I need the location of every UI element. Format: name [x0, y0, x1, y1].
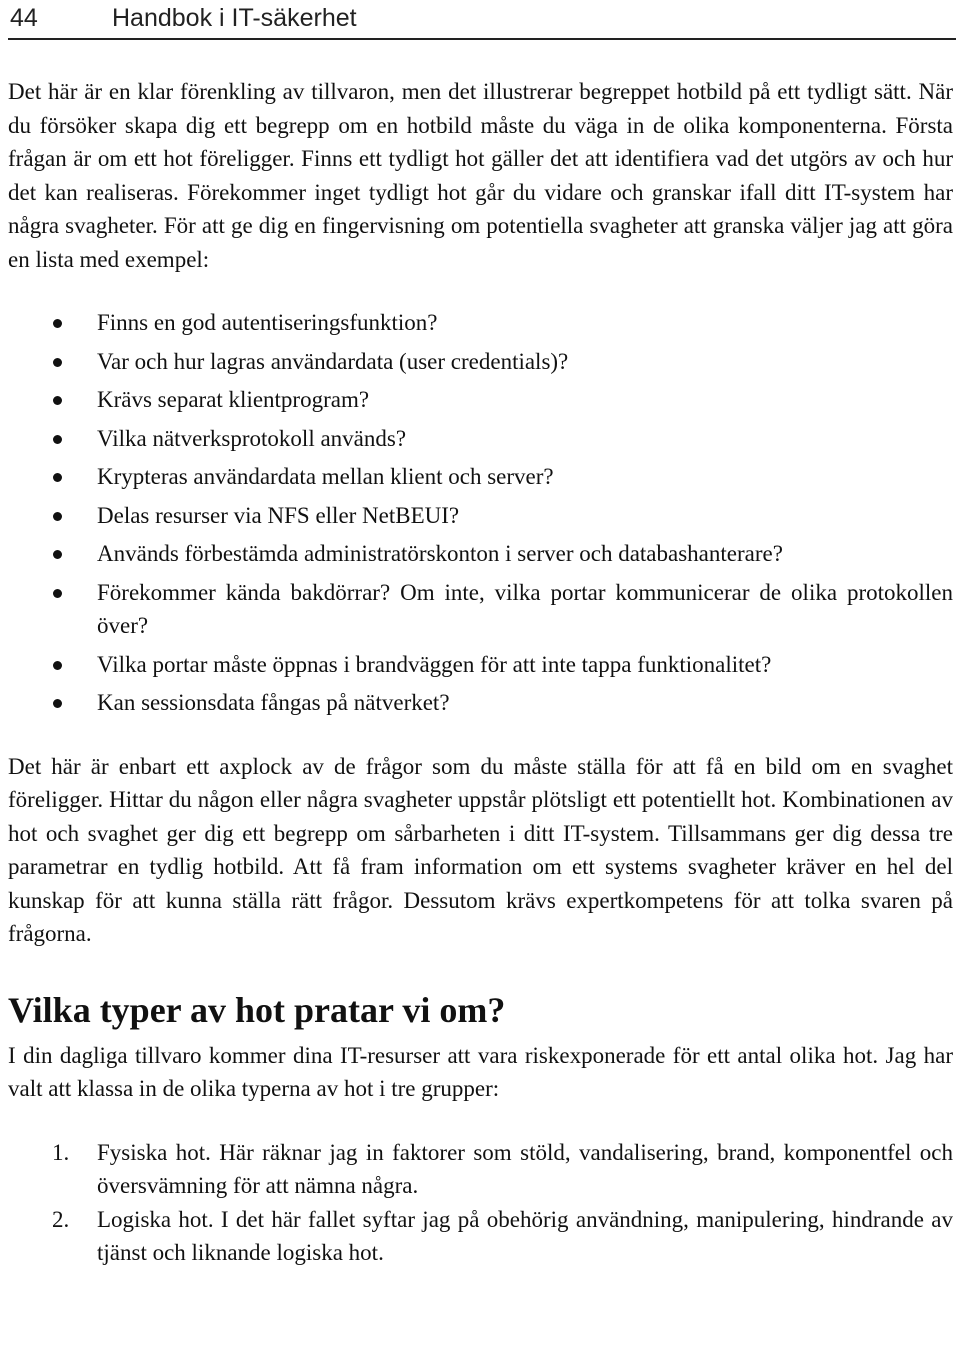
page-header — [8, 0, 956, 40]
summary-paragraph: Det här är enbart ett axplock av de frågor som du måste ställa för att få en bild om en svaghet föreligger. Hittar du någon eller några svagheter uppstår plötsligt ett potentiellt hot. Kombinationen av hot och svaghet ger dig ett begrepp om sårbarheten i ditt IT-system. Tillsammans ger dig dessa tre parametrar en tydlig hotbild. Att få fram information om ett systems svagheter kräver en hel del kunskap för att kunna ställa rätt frågor. Dessutom krävs expertkompetens för att tolka svaren på frågorna. — [8, 753, 953, 946]
page-number: 44 — [10, 4, 38, 32]
list-item — [8, 1136, 953, 1203]
item-text: Logiska hot. I det här fallet syftar jag på obehörig användning, manipulering, hindrande av tjänst och liknande logiska hot. — [97, 1206, 953, 1265]
list-item: Vilka portar måste öppnas i brandväggen för att inte tappa funktionalitet? — [8, 648, 953, 682]
list-item: Krypteras användardata mellan klient och server? — [8, 460, 953, 494]
book-title: Handbok i IT-säkerhet — [112, 4, 357, 32]
list-item — [8, 1203, 953, 1270]
list-item: Vilka nätverksprotokoll används? — [8, 422, 953, 456]
section-heading: Vilka typer av hot pratar vi om? — [8, 989, 506, 1030]
item-text: Fysiska hot. Här räknar jag in faktorer som stöld, vandalisering, brand, komponentfel och översvämning för att nämna några. — [97, 1139, 953, 1198]
list-item: Förekommer kända bakdörrar? Om inte, vilka portar kommunicerar de olika protokollen över? — [8, 576, 953, 643]
list-item: Finns en god autentiseringsfunktion? — [8, 306, 953, 340]
item-number: 1. — [52, 1139, 70, 1165]
list-item: Var och hur lagras användardata (user credentials)? — [8, 345, 953, 379]
threat-group-list — [8, 1136, 953, 1270]
list-item: Används förbestämda administratörskonton i server och databashanterare? — [8, 537, 953, 571]
item-number: 2. — [52, 1206, 70, 1232]
section-intro: I din dagliga tillvaro kommer dina IT-resurser att vara riskexponerade för ett antal olika hot. Jag har valt att klassa in de olika typerna av hot i tre grupper: — [8, 1042, 953, 1101]
page-body — [8, 75, 953, 1270]
question-list — [8, 306, 953, 720]
list-item: Kan sessionsdata fångas på nätverket? — [8, 686, 953, 720]
list-item: Delas resurser via NFS eller NetBEUI? — [8, 499, 953, 533]
list-item: Krävs separat klientprogram? — [8, 383, 953, 417]
intro-paragraph: Det här är en klar förenkling av tillvaron, men det illustrerar begreppet hotbild på ett tydligt sätt. När du försöker skapa dig ett begrepp om en hotbild måste du väga in de olika komponenterna. Första frågan är om ett hot föreligger. Finns ett tydligt hot gäller det att identifiera vad det utgörs av och hur det kan realiseras. Förekommer inget tydligt hot går du vidare och granskar ifall ditt IT-system har några svagheter. För att ge dig en fingervisning om potentiella svagheter att granska väljer jag att göra en lista med exempel: — [8, 79, 953, 272]
